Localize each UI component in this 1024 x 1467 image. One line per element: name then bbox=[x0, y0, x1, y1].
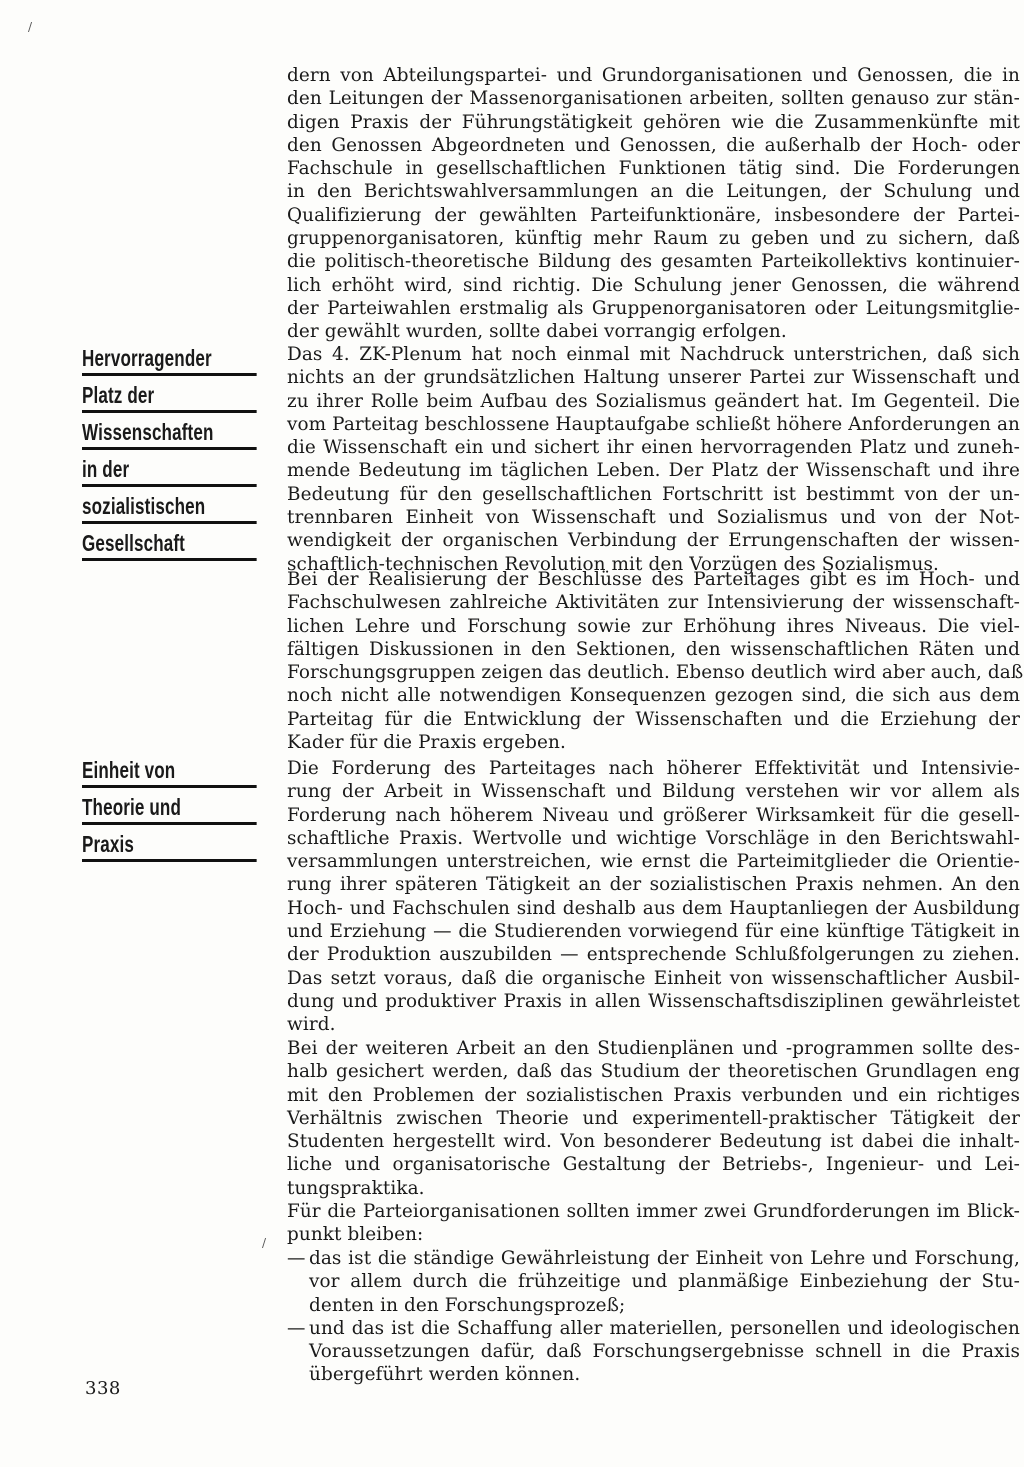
text-line: die politisch-theoretische Bildung des gesamten Parteikollektivs kontinuier- bbox=[287, 251, 1020, 273]
text-line: Parteitag für die Entwicklung der Wissenschaften und die Erziehung der bbox=[287, 708, 1020, 730]
text-line: gruppenorganisatoren, künftig mehr Raum zu geben und zu sichern, daß bbox=[287, 228, 1020, 250]
text-line: lich erhöht wird, sind richtig. Die Schulung jener Genossen, die während bbox=[287, 274, 1020, 296]
text-line: und Erziehung — die Studierenden vorwiegend für eine künftige Tätigkeit in bbox=[287, 921, 1020, 943]
side-heading-line: Platz der bbox=[82, 382, 257, 413]
text-line: wendigkeit der organischen Verbindung der Errungenschaften der wissen- bbox=[287, 530, 1020, 552]
text-line: Forderung nach höherem Niveau und größerer Wirksamkeit für die gesell- bbox=[287, 804, 1020, 826]
text-line: denten in den Forschungsprozeß; bbox=[309, 1294, 626, 1316]
text-line: Für die Parteiorganisationen sollten immer zwei Grundforderungen im Blick- bbox=[287, 1201, 1020, 1222]
text-line: übergeführt werden können. bbox=[309, 1364, 581, 1386]
text-line: punkt bleiben: bbox=[287, 1224, 424, 1246]
paragraph-4 bbox=[287, 757, 1020, 1037]
text-line: die Wissenschaft ein und sichert ihr einen hervorragenden Platz und zuneh- bbox=[287, 437, 1020, 459]
text-line: der gewählt wurden, sollte dabei vorrangig erfolgen. bbox=[287, 321, 787, 343]
page-number: 338 bbox=[85, 1378, 121, 1399]
text-line: zu ihrer Rolle beim Aufbau des Sozialismus geändert hat. Im Gegenteil. Die bbox=[287, 390, 1020, 412]
paragraph-2 bbox=[287, 343, 1020, 576]
side-heading-line: in der bbox=[82, 456, 257, 487]
text-line: nichts an der grundsätzlichen Haltung unserer Partei zur Wissenschaft und bbox=[287, 367, 1020, 389]
list-item bbox=[287, 1317, 1020, 1387]
text-line: Bei der Realisierung der Beschlüsse des Parteitages gibt es im Hoch- und bbox=[287, 569, 1020, 590]
dash-marker: — bbox=[287, 1248, 306, 1269]
text-line: der Parteiwahlen erstmalig als Gruppenorganisatoren oder Leitungsmitglie- bbox=[287, 297, 1020, 319]
text-line: mende Bedeutung im täglichen Leben. Der Platz der Wissenschaft und ihre bbox=[287, 460, 1020, 482]
scan-speck: / bbox=[262, 1236, 267, 1250]
text-line: Das setzt voraus, daß die organische Einheit von wissenschaftlicher Ausbil- bbox=[287, 967, 1020, 989]
text-line: schaftliche Praxis. Wertvolle und wichtige Vorschläge in den Berichtswahl- bbox=[287, 827, 1020, 849]
text-line: dern von Abteilungspartei- und Grundorganisationen und Genossen, die in bbox=[287, 65, 1020, 86]
list-item bbox=[287, 1247, 1020, 1317]
side-heading-einheit bbox=[82, 757, 262, 868]
text-line: rung ihrer späteren Tätigkeit an der sozialistischen Praxis nehmen. An den bbox=[287, 874, 1020, 896]
text-line: den Leitungen der Massenorganisationen arbeiten, sollten genauso zur stän- bbox=[287, 88, 1020, 110]
text-line: Voraussetzungen dafür, daß Forschungsergebnisse schnell in die Praxis bbox=[309, 1341, 1020, 1363]
side-heading-line: Hervorragender bbox=[82, 345, 257, 376]
text-line: digen Praxis der Führungstätigkeit gehören wie die Zusammenkünfte mit bbox=[287, 111, 1020, 133]
text-line: Fachschule in gesellschaftlichen Funktionen tätig sind. Die Forderungen bbox=[287, 158, 1020, 180]
text-line: liche und organisatorische Gestaltung der Betriebs-, Ingenieur- und Lei- bbox=[287, 1154, 1020, 1176]
text-line: Hoch- und Fachschulen sind deshalb aus dem Hauptanliegen der Ausbildung bbox=[287, 897, 1020, 919]
text-line: vom Parteitag beschlossene Hauptaufgabe schließt höhere Anforderungen an bbox=[287, 413, 1020, 435]
paragraph-1 bbox=[287, 64, 1020, 344]
text-line: den Genossen Abgeordneten und Genossen, die außerhalb der Hoch- oder bbox=[287, 134, 1020, 156]
text-line: vor allem durch die frühzeitige und planmäßige Einbeziehung der Stu- bbox=[309, 1271, 1020, 1293]
text-line: rung der Arbeit in Wissenschaft und Bildung verstehen wir vor allem als bbox=[287, 781, 1020, 803]
text-line: das ist die ständige Gewährleistung der Einheit von Lehre und Forschung, bbox=[309, 1248, 1020, 1269]
text-line: fältigen Diskussionen in den Sektionen, den wissenschaftlichen Räten und bbox=[287, 638, 1020, 660]
side-heading-wissenschaften bbox=[82, 345, 262, 567]
scan-speck: / bbox=[28, 20, 33, 34]
text-line: Verhältnis zwischen Theorie und experimentell-praktischer Tätigkeit der bbox=[287, 1107, 1020, 1129]
text-line: Qualifizierung der gewählten Parteifunktionäre, insbesondere der Partei- bbox=[287, 204, 1020, 226]
text-line: und das ist die Schaffung aller materiellen, personellen und ideologischen bbox=[309, 1317, 1020, 1339]
side-heading-line: Theorie und bbox=[82, 794, 257, 825]
side-heading-line: Gesellschaft bbox=[82, 530, 257, 561]
text-line: halb gesichert werden, daß das Studium der theoretischen Grundlagen eng bbox=[287, 1061, 1020, 1083]
text-line: Kader für die Praxis ergeben. bbox=[287, 732, 566, 754]
bullet-list bbox=[287, 1247, 1020, 1387]
text-line: Das 4. ZK-Plenum hat noch einmal mit Nachdruck unterstrichen, daß sich bbox=[287, 344, 1020, 365]
text-line: Fachschulwesen zahlreiche Aktivitäten zur Intensivierung der wissenschaft- bbox=[287, 592, 1020, 614]
dash-marker: — bbox=[287, 1317, 306, 1339]
text-line: Die Forderung des Parteitages nach höherer Effektivität und Intensivie- bbox=[287, 758, 1020, 779]
text-line: tungspraktika. bbox=[287, 1177, 425, 1199]
text-line: wird. bbox=[287, 1014, 336, 1036]
text-line: Bedeutung für den gesellschaftlichen Fortschritt ist bestimmt von der un- bbox=[287, 483, 1020, 505]
text-line: lichen Lehre und Forschung sowie zur Erhöhung ihres Niveaus. Die viel- bbox=[287, 615, 1020, 637]
side-heading-line: sozialistischen bbox=[82, 493, 257, 524]
text-line: schaftlich-technischen Revolution mit den Vorzügen des Sozialismus. bbox=[287, 553, 939, 575]
text-line: trennbaren Einheit von Wissenschaft und Sozialismus und von der Not- bbox=[287, 507, 1020, 529]
text-line: Studenten hergestellt wird. Von besonderer Bedeutung ist dabei die inhalt- bbox=[287, 1131, 1020, 1153]
text-line: mit den Problemen der sozialistischen Praxis verbunden und ein richtiges bbox=[287, 1084, 1020, 1106]
text-line: in den Berichtswahlversammlungen an die Leitungen, der Schulung und bbox=[287, 181, 1020, 203]
text-line: Forschungsgruppen zeigen das deutlich. Ebenso deutlich wird aber auch, daß bbox=[287, 662, 1024, 684]
side-heading-line: Praxis bbox=[82, 831, 257, 862]
paragraph-3 bbox=[287, 568, 1024, 754]
text-line: der Produktion auszubilden — entsprechende Schlußfolgerungen zu ziehen. bbox=[287, 944, 1020, 966]
text-line: noch nicht alle notwendigen Konsequenzen gezogen sind, die sich aus dem bbox=[287, 685, 1020, 707]
paragraph-6 bbox=[287, 1200, 1020, 1247]
paragraph-5 bbox=[287, 1037, 1020, 1200]
text-line: Bei der weiteren Arbeit an den Studienplänen und -programmen sollte des- bbox=[287, 1038, 1020, 1059]
side-heading-line: Einheit von bbox=[82, 757, 257, 788]
text-line: dung und produktiver Praxis in allen Wissenschaftsdisziplinen gewährleistet bbox=[287, 990, 1020, 1012]
text-line: versammlungen unterstreichen, wie ernst die Parteimitglieder die Orientie- bbox=[287, 851, 1020, 873]
side-heading-line: Wissenschaften bbox=[82, 419, 257, 450]
